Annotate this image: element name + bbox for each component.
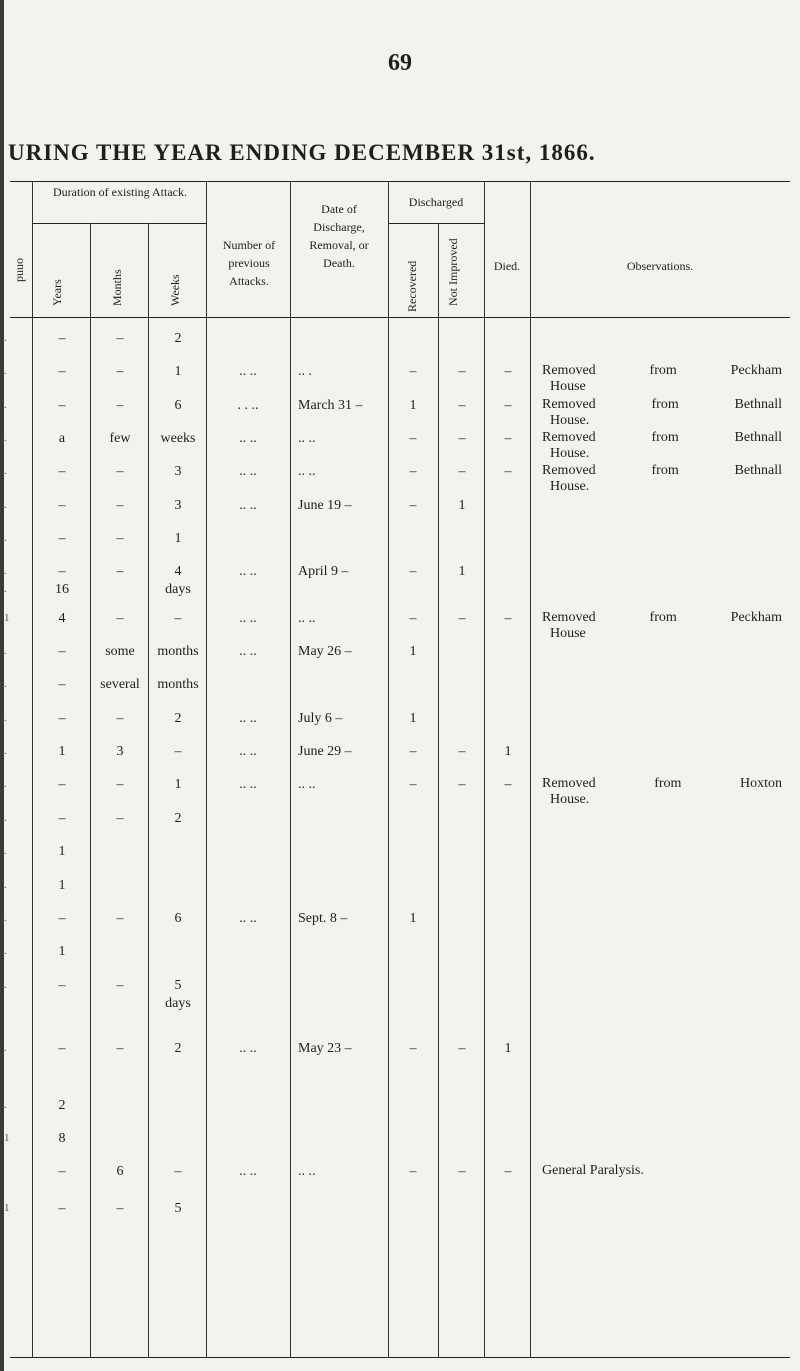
cell-prev: .. ..: [239, 611, 257, 626]
margin-mark: .: [4, 499, 7, 511]
cell-observations: General Paralysis.: [542, 1163, 644, 1178]
cell-rec: 1: [409, 711, 417, 726]
cell-died: –: [504, 611, 512, 626]
cell-years: 1: [58, 844, 66, 859]
cell-rec: –: [409, 1164, 417, 1179]
cell-rec: –: [409, 777, 417, 792]
cell-weeks: 2: [174, 1041, 182, 1056]
cell-months: –: [116, 978, 124, 993]
cell-prev: .. ..: [239, 498, 257, 513]
column-rule: [148, 223, 149, 1357]
previous-attacks-header: Number of previous Attacks.: [222, 238, 276, 288]
cell-died: –: [504, 431, 512, 446]
cell-years: 1: [58, 744, 66, 759]
cell-months: –: [116, 777, 124, 792]
margin-mark: .: [4, 332, 7, 344]
cell-years: –: [58, 564, 66, 579]
cell-died: –: [504, 464, 512, 479]
margin-mark: .: [4, 979, 7, 991]
date-header: Date of Discharge, Removal, or Death.: [309, 202, 369, 270]
recovered-header: Recovered: [405, 260, 419, 312]
cell-prev: .. ..: [239, 1041, 257, 1056]
cell-date: June 19 –: [298, 498, 352, 513]
cell-weeks: 3: [174, 498, 182, 513]
cell-weeks: 5: [174, 1201, 182, 1216]
cell-observations: Removed from Peckham House: [542, 610, 782, 641]
margin-mark: .: [4, 583, 7, 595]
margin-mark: .: [4, 812, 7, 824]
cell-prev: .. ..: [239, 464, 257, 479]
cell-ni: –: [458, 1164, 466, 1179]
cell-years: –: [58, 1041, 66, 1056]
cell-years: –: [58, 498, 66, 513]
cell-observations: Removed from Bethnall House.: [542, 463, 782, 494]
cell-years: –: [58, 531, 66, 546]
cell-years: –: [58, 777, 66, 792]
discharged-underline: [388, 223, 484, 224]
cell-months: several: [100, 677, 140, 692]
discharged-header: Discharged: [408, 195, 464, 209]
cell-years: –: [58, 398, 66, 413]
weeks-header: Weeks: [168, 274, 182, 306]
cell-weeks: 1: [174, 364, 182, 379]
years-header: Years: [50, 279, 64, 306]
cell-months: –: [116, 531, 124, 546]
cell-years: –: [58, 331, 66, 346]
margin-mark: .: [4, 1099, 7, 1111]
cell-years: 16: [55, 582, 69, 597]
cell-prev: .. ..: [239, 744, 257, 759]
cell-years: 4: [58, 611, 66, 626]
cell-weeks: months: [157, 644, 199, 659]
cell-weeks: –: [174, 744, 182, 759]
margin-mark: .: [4, 778, 7, 790]
cell-prev: .. ..: [239, 644, 257, 659]
table-top-rule: [10, 181, 790, 182]
cell-rec: –: [409, 611, 417, 626]
cell-rec: 1: [409, 644, 417, 659]
cell-date: March 31 –: [298, 398, 363, 413]
cell-rec: 1: [409, 398, 417, 413]
cell-prev: .. ..: [239, 564, 257, 579]
cell-prev: .. ..: [239, 364, 257, 379]
cell-years: –: [58, 978, 66, 993]
cell-date: .. ..: [298, 1164, 316, 1179]
margin-mark: .: [4, 712, 7, 724]
cell-months: –: [116, 331, 124, 346]
cell-died: –: [504, 398, 512, 413]
page-heading: URING THE YEAR ENDING DECEMBER 31st, 1866.: [8, 140, 596, 165]
cell-months: –: [116, 564, 124, 579]
cell-died: 1: [504, 1041, 512, 1056]
cell-date: .. ..: [298, 611, 316, 626]
cell-weeks: days: [165, 996, 191, 1011]
cell-months: –: [116, 811, 124, 826]
cell-months: 3: [116, 744, 124, 759]
cell-date: June 29 –: [298, 744, 352, 759]
margin-fragment: puuo: [12, 258, 26, 282]
cell-months: –: [116, 364, 124, 379]
cell-weeks: months: [157, 677, 199, 692]
cell-weeks: 2: [174, 711, 182, 726]
column-rule: [530, 181, 531, 1357]
cell-date: July 6 –: [298, 711, 343, 726]
cell-years: –: [58, 1164, 66, 1179]
cell-ni: –: [458, 777, 466, 792]
margin-mark: .: [4, 645, 7, 657]
cell-ni: –: [458, 464, 466, 479]
cell-died: –: [504, 1164, 512, 1179]
column-rule: [90, 223, 91, 1357]
cell-ni: –: [458, 1041, 466, 1056]
cell-years: –: [58, 911, 66, 926]
cell-years: 8: [58, 1131, 66, 1146]
cell-weeks: –: [174, 1164, 182, 1179]
cell-died: –: [504, 364, 512, 379]
cell-rec: –: [409, 564, 417, 579]
margin-mark: .: [4, 1042, 7, 1054]
cell-weeks: 2: [174, 331, 182, 346]
cell-date: April 9 –: [298, 564, 349, 579]
cell-observations: Removed from Bethnall House.: [542, 397, 782, 428]
column-rule: [206, 181, 207, 1357]
margin-mark: .: [4, 432, 7, 444]
cell-weeks: 1: [174, 777, 182, 792]
cell-observations: Removed from Bethnall House.: [542, 430, 782, 461]
cell-rec: –: [409, 464, 417, 479]
column-rule: [290, 181, 291, 1357]
cell-date: .. ..: [298, 431, 316, 446]
cell-weeks: weeks: [160, 431, 196, 446]
margin-mark: .: [4, 365, 7, 377]
cell-months: –: [116, 398, 124, 413]
margin-mark: 1: [4, 1202, 10, 1214]
page-number: 69: [388, 50, 412, 76]
cell-prev: .. ..: [239, 1164, 257, 1179]
cell-ni: –: [458, 364, 466, 379]
cell-observations: Removed from Peckham House: [542, 363, 782, 394]
cell-ni: –: [458, 431, 466, 446]
cell-weeks: 1: [174, 531, 182, 546]
cell-years: a: [58, 431, 66, 446]
cell-weeks: 2: [174, 811, 182, 826]
duration-header: Duration of existing Attack.: [53, 185, 187, 199]
column-rule: [438, 223, 439, 1357]
cell-prev: .. ..: [239, 911, 257, 926]
cell-weeks: 4: [174, 564, 182, 579]
cell-months: –: [116, 711, 124, 726]
cell-years: –: [58, 644, 66, 659]
cell-prev: . . ..: [237, 398, 259, 413]
margin-mark: .: [4, 912, 7, 924]
cell-months: –: [116, 611, 124, 626]
margin-mark: .: [4, 399, 7, 411]
cell-years: –: [58, 364, 66, 379]
observations-header: Observations.: [626, 259, 694, 273]
cell-date: May 26 –: [298, 644, 352, 659]
margin-mark: .: [4, 465, 7, 477]
header-bottom-rule: [10, 317, 790, 318]
table-bottom-rule: [10, 1357, 790, 1358]
cell-years: 2: [58, 1098, 66, 1113]
cell-weeks: 5: [174, 978, 182, 993]
cell-rec: –: [409, 431, 417, 446]
cell-weeks: –: [174, 611, 182, 626]
cell-months: –: [116, 1201, 124, 1216]
cell-months: some: [105, 644, 135, 659]
cell-date: .. .: [298, 364, 312, 379]
cell-years: –: [58, 811, 66, 826]
margin-mark: .: [4, 565, 7, 577]
months-header: Months: [110, 269, 124, 306]
margin-mark: .: [4, 879, 7, 891]
margin-mark: 1: [4, 612, 10, 624]
cell-months: –: [116, 464, 124, 479]
cell-prev: .. ..: [239, 777, 257, 792]
cell-died: 1: [504, 744, 512, 759]
cell-ni: –: [458, 398, 466, 413]
cell-prev: .. ..: [239, 711, 257, 726]
cell-years: –: [58, 677, 66, 692]
margin-mark: .: [4, 845, 7, 857]
margin-mark: 1: [4, 1132, 10, 1144]
cell-observations: Removed from Hoxton House.: [542, 776, 782, 807]
cell-rec: –: [409, 1041, 417, 1056]
cell-weeks: days: [165, 582, 191, 597]
cell-months: –: [116, 498, 124, 513]
cell-rec: –: [409, 364, 417, 379]
column-rule: [484, 181, 485, 1357]
cell-years: 1: [58, 878, 66, 893]
cell-rec: –: [409, 744, 417, 759]
cell-ni: –: [458, 611, 466, 626]
cell-months: –: [116, 911, 124, 926]
cell-weeks: 3: [174, 464, 182, 479]
duration-underline: [32, 223, 206, 224]
cell-date: Sept. 8 –: [298, 911, 348, 926]
margin-mark: .: [4, 745, 7, 757]
cell-years: –: [58, 1201, 66, 1216]
cell-weeks: 6: [174, 911, 182, 926]
cell-ni: 1: [458, 498, 466, 513]
cell-weeks: 6: [174, 398, 182, 413]
died-header: Died.: [493, 259, 521, 273]
margin-mark: .: [4, 945, 7, 957]
cell-rec: 1: [409, 911, 417, 926]
cell-years: –: [58, 464, 66, 479]
cell-months: –: [116, 1041, 124, 1056]
cell-died: –: [504, 777, 512, 792]
cell-date: .. ..: [298, 777, 316, 792]
cell-ni: 1: [458, 564, 466, 579]
cell-months: few: [109, 431, 131, 446]
cell-prev: .. ..: [239, 431, 257, 446]
cell-years: –: [58, 711, 66, 726]
margin-mark: .: [4, 678, 7, 690]
margin-mark: .: [4, 532, 7, 544]
column-rule: [32, 181, 33, 1357]
cell-rec: –: [409, 498, 417, 513]
cell-date: May 23 –: [298, 1041, 352, 1056]
cell-ni: –: [458, 744, 466, 759]
cell-years: 1: [58, 944, 66, 959]
not-improved-header: Not Improved: [446, 238, 460, 306]
cell-months: 6: [116, 1164, 124, 1179]
cell-date: .. ..: [298, 464, 316, 479]
